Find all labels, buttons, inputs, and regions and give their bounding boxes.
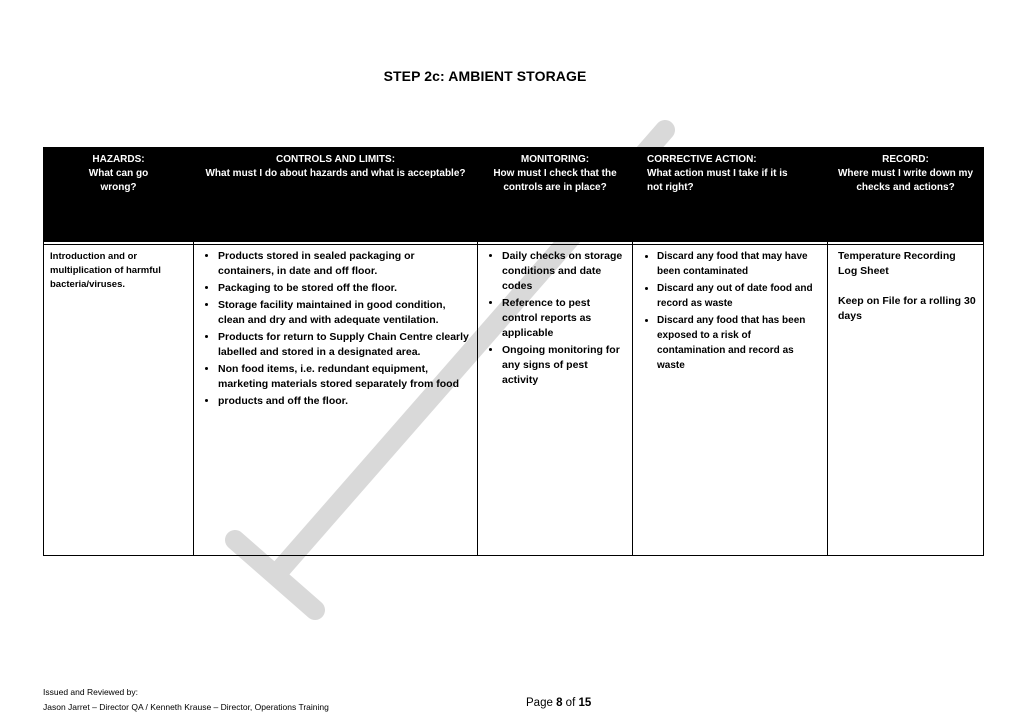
list-item: • Non food items, i.e. redundant equipment, marketing materials stored separately from food [218,362,471,392]
corrective-list [637,249,821,373]
header-controls-question: What must I do about hazards and what is acceptable? [205,168,466,179]
list-item: • products and off the floor. [218,394,471,409]
header-record-title: RECORD: [882,154,929,165]
header-hazards-question: What can go wrong? [88,168,149,193]
controls-cell [194,245,478,556]
footer-issued-label: Issued and Reviewed by: [43,687,138,697]
monitoring-cell [478,245,633,556]
monitoring-list [482,249,626,388]
list-item: • Products for return to Supply Chain Centre clearly labelled and stored in a designated area. [218,330,471,360]
header-corrective-title: CORRECTIVE ACTION: [647,154,757,165]
haccp-table [43,147,984,556]
header-monitoring-title: MONITORING: [520,154,590,165]
table-row [44,245,984,556]
record-retention: Keep on File for a rolling 30 days [838,295,976,322]
page-total: 15 [578,697,592,709]
header-record-question: Where must I write down my checks and actions? [837,168,974,193]
header-corrective [633,148,828,242]
list-item: • Discard any food that may have been contaminated [657,249,821,279]
header-corrective-question: What action must I take if it is not right? [647,168,788,193]
list-item: • Discard any food that has been exposed to a risk of contamination and record as waste [657,313,821,373]
list-item: • Discard any out of date food and record as waste [657,281,821,311]
controls-list [198,249,471,409]
record-cell [828,245,984,556]
header-row [44,148,984,242]
header-controls-title: CONTROLS AND LIMITS: [275,154,396,165]
hazard-cell [44,245,194,556]
list-item: • Storage facility maintained in good condition, clean and dry and with adequate ventilation. [218,298,471,328]
header-controls [194,148,478,242]
header-monitoring [478,148,633,242]
record-log-sheet: Temperature Recording Log Sheet [838,250,956,277]
page-current: 8 [556,697,563,709]
corrective-cell [633,245,828,556]
header-hazards-title: HAZARDS: [92,154,145,165]
header-monitoring-question: How must I check that the controls are in place? [493,168,617,193]
page-prefix: Page [526,697,553,709]
list-item: • Daily checks on storage conditions and date codes [502,249,626,294]
list-item: • Products stored in sealed packaging or containers, in date and off floor. [218,249,471,279]
list-item: • Ongoing monitoring for any signs of pest activity [502,343,626,388]
footer-reviewers [43,685,329,715]
header-hazards [44,148,194,242]
header-record [828,148,984,242]
hazard-text: Introduction and or multiplication of harmful bacteria/viruses. [50,251,161,290]
list-item: • Packaging to be stored off the floor. [218,281,471,296]
page-of: of [565,697,576,709]
page-title: STEP 2c: AMBIENT STORAGE [383,68,587,84]
footer-reviewer-names: Jason Jarret – Director QA / Kenneth Krause – Director, Operations Training [43,702,329,712]
list-item: • Reference to pest control reports as applicable [502,296,626,341]
page-number [526,697,591,709]
